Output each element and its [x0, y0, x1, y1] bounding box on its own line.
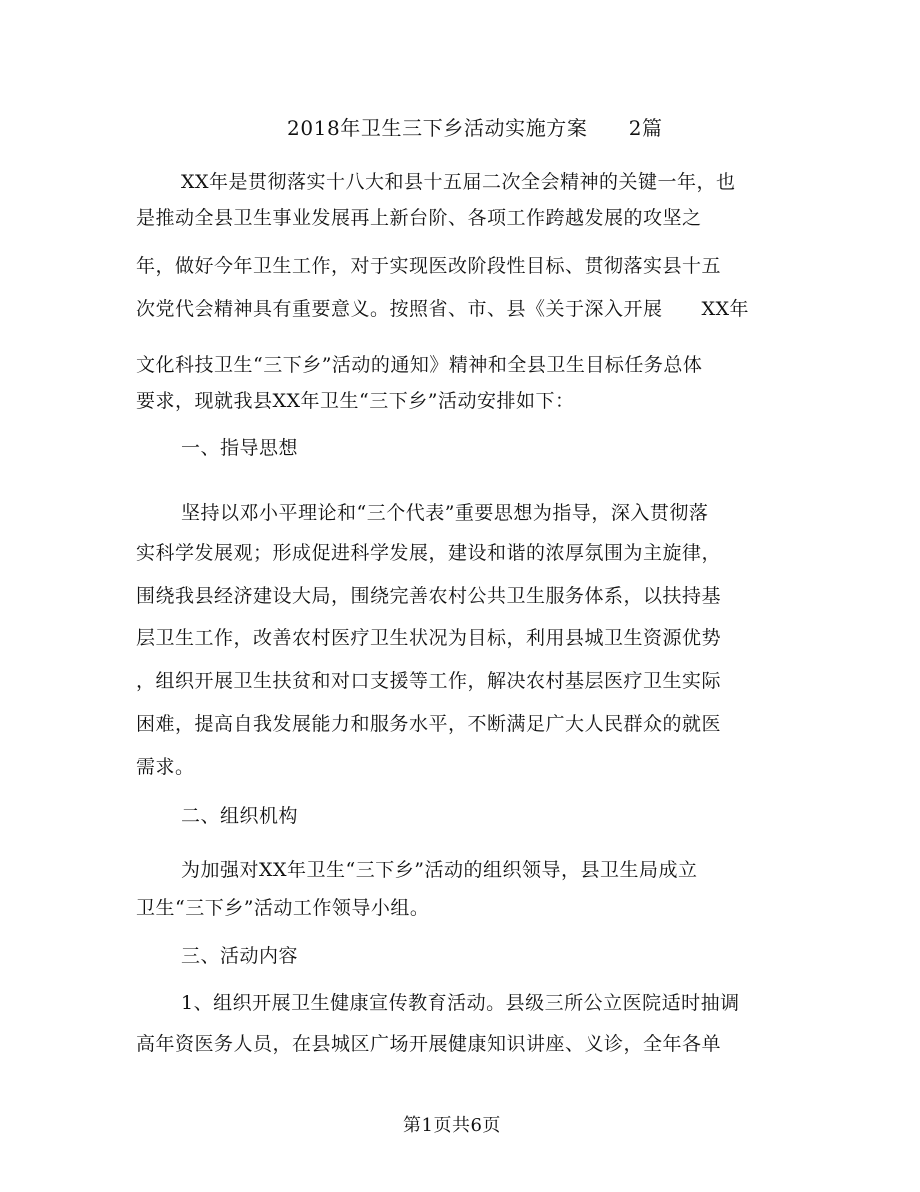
paragraph-line: ，组织开展卫生扶贫和对口支援等工作，解决农村基层医疗卫生实际 — [136, 670, 722, 692]
paragraph-line: 1、组织开展卫生健康宣传教育活动。县级三所公立医院适时抽调 — [181, 992, 740, 1014]
paragraph-line: 卫生“三下乡”活动工作领导小组。 — [136, 897, 430, 919]
paragraph-line: 年，做好今年卫生工作，对于实现医改阶段性目标、贯彻落实县十五 — [136, 255, 722, 277]
document-title: 2018年卫生三下乡活动实施方案 2篇 — [287, 116, 663, 140]
paragraph-line: 文化科技卫生“三下乡”活动的通知》精神和全县卫生目标任务总体 — [136, 354, 703, 376]
paragraph-line: 坚持以邓小平理论和“三个代表”重要思想为指导，深入贯彻落 — [181, 502, 709, 524]
section-heading: 二、组织机构 — [181, 805, 299, 827]
section-heading: 一、指导思想 — [181, 437, 299, 459]
paragraph-line: 高年资医务人员，在县城区广场开展健康知识讲座、义诊，全年各单 — [136, 1033, 722, 1055]
paragraph-line: 需求。 — [136, 756, 195, 778]
paragraph-line: XX年是贯彻落实十八大和县十五届二次全会精神的关键一年，也 — [181, 171, 736, 193]
paragraph-line: 是推动全县卫生事业发展再上新台阶、各项工作跨越发展的攻坚之 — [136, 207, 702, 229]
paragraph-line: 围绕我县经济建设大局，围绕完善农村公共卫生服务体系，以扶持基 — [136, 585, 722, 607]
paragraph-line: 要求，现就我县XX年卫生“三下乡”活动安排如下： — [136, 390, 575, 412]
section-heading: 三、活动内容 — [181, 945, 299, 967]
paragraph-line: 层卫生工作，改善农村医疗卫生状况为目标，利用县城卫生资源优势 — [136, 627, 722, 649]
paragraph-line: 困难，提高自我发展能力和服务水平，不断满足广大人民群众的就医 — [136, 713, 722, 735]
paragraph-line: 次党代会精神具有重要意义。按照省、市、县《关于深入开展 XX年 — [136, 298, 750, 320]
paragraph-line: 为加强对XX年卫生“三下乡”活动的组织领导，县卫生局成立 — [181, 859, 698, 881]
paragraph-line: 实科学发展观；形成促进科学发展，建设和谐的浓厚氛围为主旋律， — [136, 542, 722, 564]
page-footer: 第1页共6页 — [403, 1115, 501, 1136]
